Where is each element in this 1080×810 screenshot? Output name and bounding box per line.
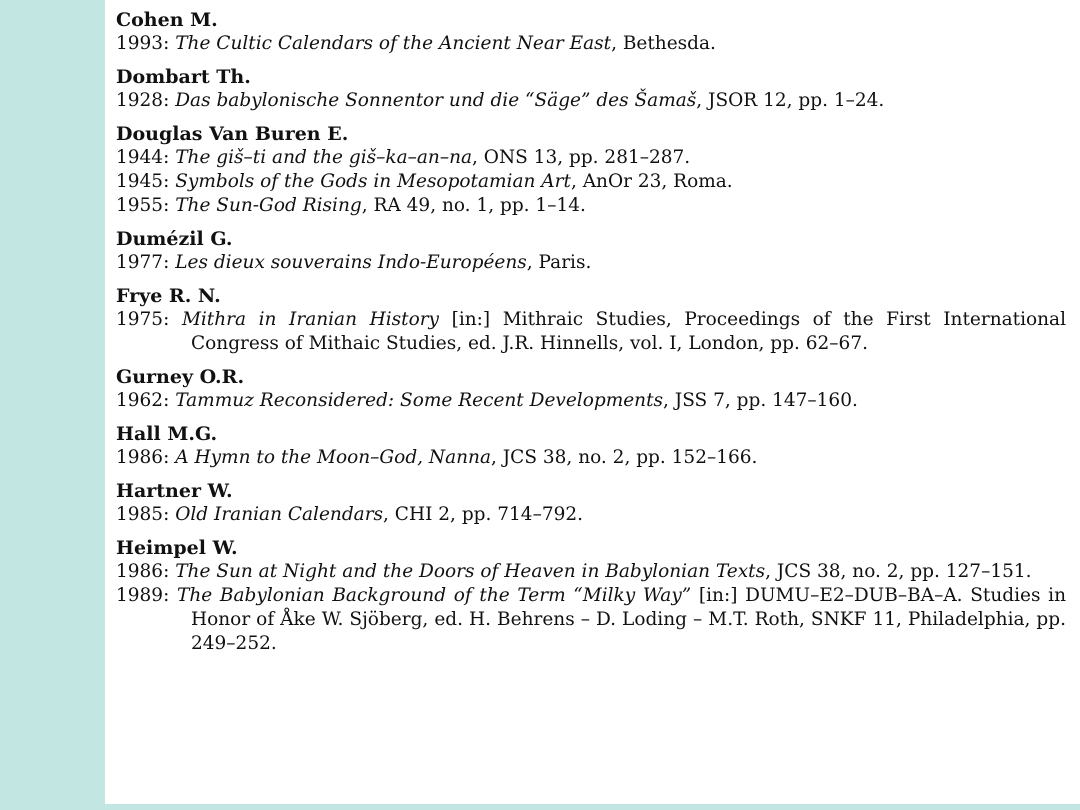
reference-year: 1944: [116, 147, 170, 168]
reference-title: The Babylonian Background of the Term “Milky Way” [177, 585, 692, 606]
reference-title: The giš–ti and the giš–ka–an–na [175, 147, 473, 168]
reference-title: The Cultic Calendars of the Ancient Near East [175, 33, 612, 54]
reference-details: , Paris. [526, 252, 592, 273]
entry-author: Frye R. N. [116, 285, 221, 307]
reference-year: 1945: [116, 171, 170, 192]
reference-details: , ONS 13, pp. 281–287. [472, 147, 691, 168]
reference-details: , JCS 38, no. 2, pp. 127–151. [765, 561, 1032, 582]
reference-year: 1986: [116, 447, 170, 468]
reference-line [116, 389, 1066, 413]
reference-year: 1928: [116, 90, 170, 111]
reference-line [116, 251, 1066, 275]
reference-year: 1975: [116, 309, 170, 330]
reference-details: , JCS 38, no. 2, pp. 152–166. [491, 447, 758, 468]
bibliography-entry [116, 422, 1066, 470]
reference-year: 1985: [116, 504, 170, 525]
reference-line [116, 89, 1066, 113]
bibliography-entry [116, 479, 1066, 527]
reference-title: The Sun-God Rising [175, 195, 362, 216]
reference-details: [in:] Mithraic Studies, Proceedings of the First International Congress of Mithaic Studies, ed. J.R. Hinnells, vol. I, London, pp. 62–67. [191, 309, 1066, 354]
reference-year: 1986: [116, 561, 170, 582]
entry-author: Dombart Th. [116, 66, 251, 88]
reference-line [116, 584, 1066, 656]
reference-title: Das babylonische Sonnentor und die “Säge” des Šamaš [175, 90, 697, 111]
entry-author: Gurney O.R. [116, 366, 245, 388]
bibliography-entry [116, 536, 1066, 656]
reference-line [116, 194, 1066, 218]
page-bottom-border [105, 804, 1080, 810]
reference-year: 1977: [116, 252, 170, 273]
bibliography-entry [116, 8, 1066, 56]
bibliography-entry [116, 122, 1066, 218]
entry-author: Hartner W. [116, 480, 233, 502]
reference-details: , CHI 2, pp. 714–792. [383, 504, 584, 525]
reference-line [116, 503, 1066, 527]
reference-title: The Sun at Night and the Doors of Heaven in Babylonian Texts [175, 561, 766, 582]
reference-title: Symbols of the Gods in Mesopotamian Art [175, 171, 571, 192]
bibliography-entry [116, 284, 1066, 356]
entry-author: Douglas Van Buren E. [116, 123, 349, 145]
reference-details: , Bethesda. [611, 33, 716, 54]
reference-line [116, 32, 1066, 56]
reference-details: , RA 49, no. 1, pp. 1–14. [361, 195, 586, 216]
entry-author: Hall M.G. [116, 423, 218, 445]
reference-title: Old Iranian Calendars [175, 504, 384, 525]
reference-title: Les dieux souverains Indo-Européens [175, 252, 527, 273]
reference-title: A Hymn to the Moon–God, Nanna [175, 447, 491, 468]
reference-line [116, 308, 1066, 356]
reference-details: , AnOr 23, Roma. [570, 171, 733, 192]
reference-details: , JSS 7, pp. 147–160. [663, 390, 858, 411]
bibliography-page [105, 0, 1080, 804]
reference-line [116, 170, 1066, 194]
entry-author: Dumézil G. [116, 228, 233, 250]
reference-line [116, 446, 1066, 470]
entry-author: Heimpel W. [116, 537, 238, 559]
reference-year: 1962: [116, 390, 170, 411]
reference-title: Mithra in Iranian History [181, 309, 440, 330]
bibliography-entry [116, 65, 1066, 113]
bibliography-entry [116, 227, 1066, 275]
reference-year: 1989: [116, 585, 170, 606]
reference-details: , JSOR 12, pp. 1–24. [696, 90, 885, 111]
entry-author: Cohen M. [116, 9, 218, 31]
reference-line [116, 560, 1066, 584]
reference-title: Tammuz Reconsidered: Some Recent Developments [175, 390, 664, 411]
reference-line [116, 146, 1066, 170]
bibliography-list [116, 8, 1066, 656]
reference-year: 1955: [116, 195, 170, 216]
reference-year: 1993: [116, 33, 170, 54]
reference-details: [in:] DUMU–E2–DUB–BA–A. Studies in Honor of Åke W. Sjöberg, ed. H. Behrens – D. Loding – M.T. Roth, SNKF 11, Philadelphia, pp. 249–252. [191, 585, 1066, 654]
bibliography-entry [116, 365, 1066, 413]
